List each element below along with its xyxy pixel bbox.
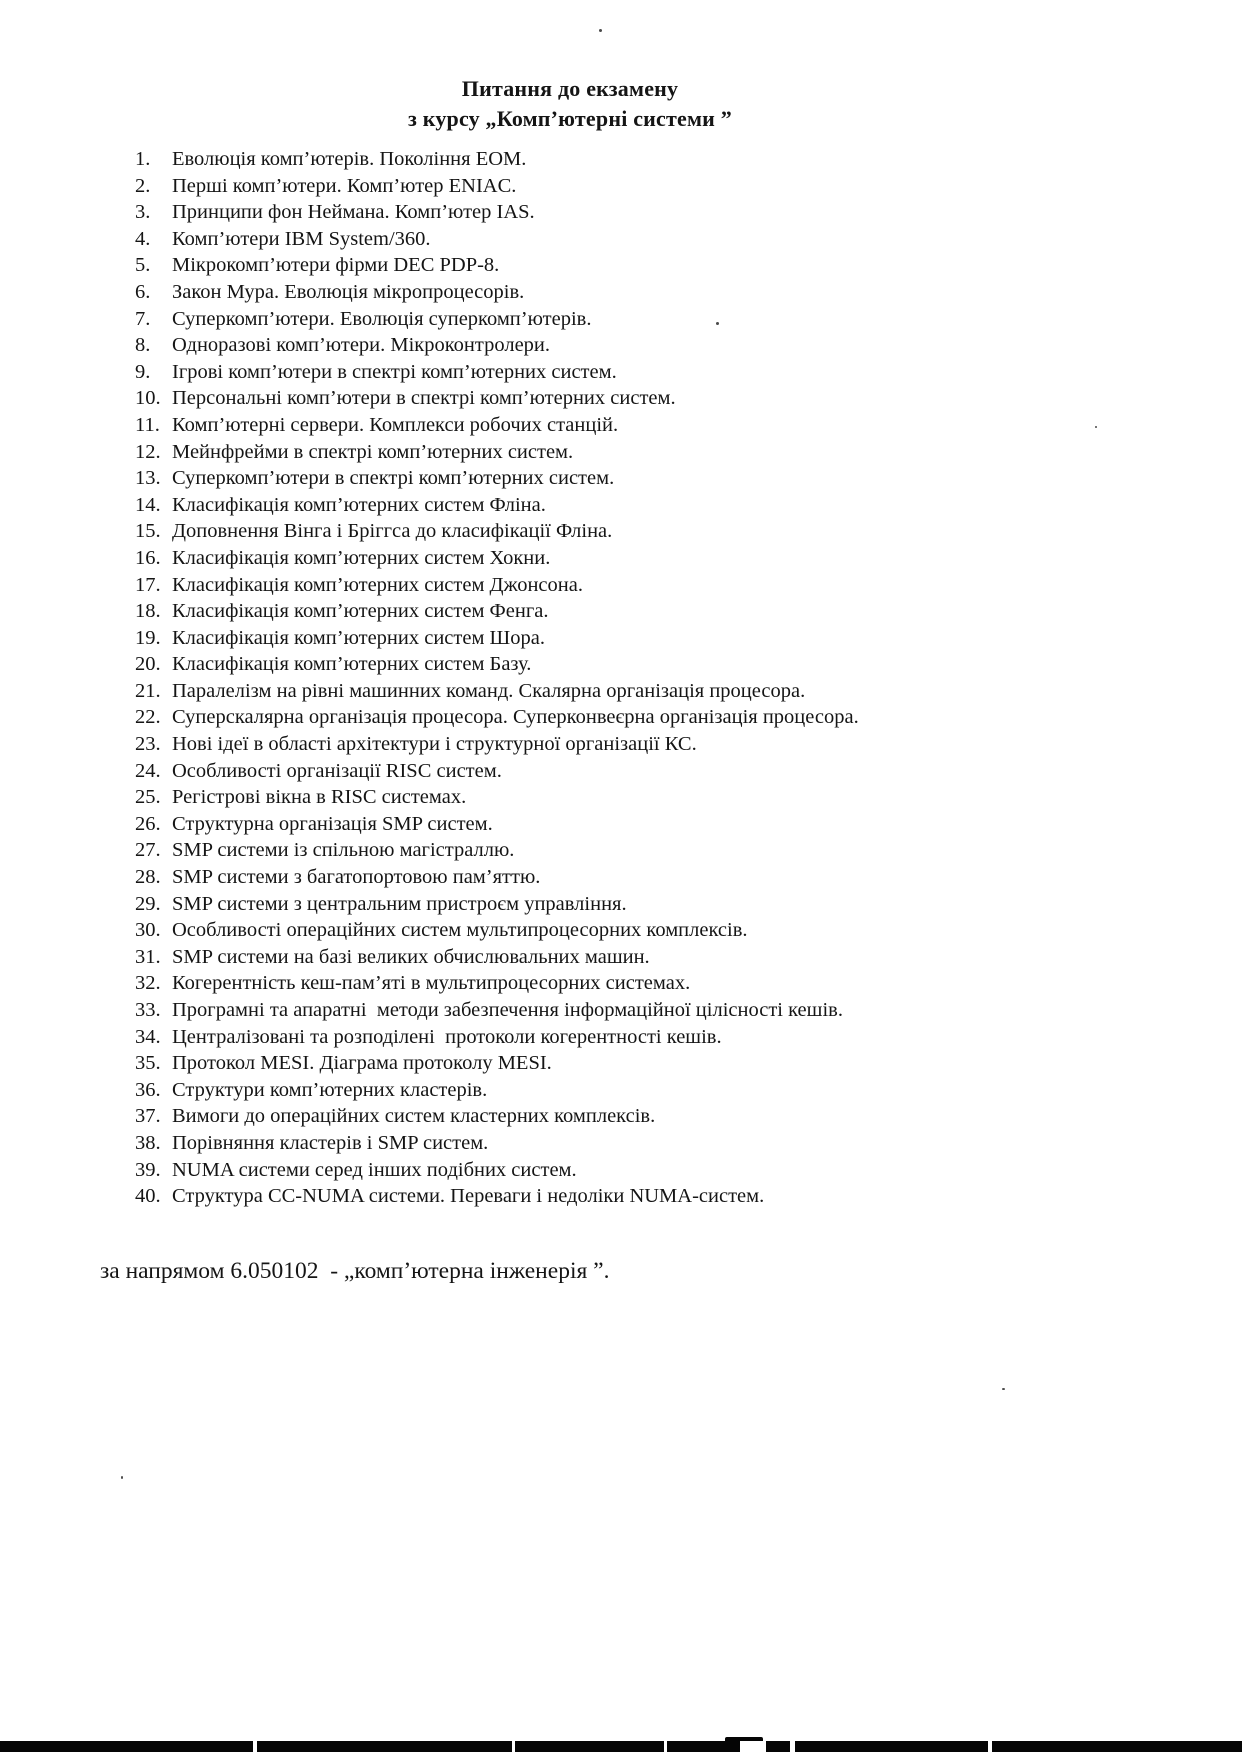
question-text: Особливості організації RISC систем.	[172, 759, 502, 782]
question-text: Паралелізм на рівні машинних команд. Скалярна організація процесора.	[172, 679, 806, 702]
question-number: 22.	[135, 706, 161, 729]
question-text: Особливості операційних систем мультипроцесорних комплексів.	[172, 919, 748, 942]
scan-speck	[121, 1476, 123, 1479]
question-row	[135, 893, 1175, 920]
question-text: Еволюція комп’ютерів. Покоління ЕОМ.	[172, 148, 527, 170]
question-number: 25.	[135, 786, 161, 809]
question-row	[135, 733, 1175, 760]
question-number: 9.	[135, 360, 151, 383]
question-row	[135, 1026, 1175, 1053]
question-number: 27.	[135, 839, 161, 862]
question-text: Перші комп’ютери. Комп’ютер ENIAC.	[172, 174, 517, 197]
question-text: Принципи фон Неймана. Комп’ютер IAS.	[172, 201, 535, 224]
question-row	[135, 520, 1175, 547]
document-header	[60, 74, 1080, 134]
question-text: Нові ідеї в області архітектури і структурної організації КС.	[172, 733, 697, 756]
question-number: 10.	[135, 387, 161, 410]
question-number: 32.	[135, 972, 161, 995]
question-number: 24.	[135, 759, 161, 782]
question-text: SMP системи із спільною магістраллю.	[172, 839, 515, 862]
question-row	[135, 1105, 1175, 1132]
question-row	[135, 414, 1175, 441]
question-row	[135, 387, 1175, 414]
question-row	[135, 467, 1175, 494]
question-number: 18.	[135, 600, 161, 623]
question-text: Суперкомп’ютери. Еволюція суперкомп’ютерів.	[172, 307, 592, 330]
question-row	[135, 281, 1175, 308]
page-title-line-1: Питання до екзамену	[461, 76, 679, 101]
question-row	[135, 760, 1175, 787]
question-row	[135, 1159, 1175, 1186]
question-text: Класифікація комп’ютерних систем Фліна.	[172, 493, 546, 516]
question-text: Класифікація комп’ютерних систем Хокни.	[172, 546, 551, 569]
question-row	[135, 653, 1175, 680]
question-text: SMP системи на базі великих обчислювальних машин.	[172, 945, 650, 968]
question-number: 8.	[135, 334, 151, 357]
question-text: Доповнення Вінга і Бріггса до класифікації Фліна.	[172, 520, 613, 543]
question-text: Протокол MESI. Діаграма протоколу MESI.	[172, 1052, 552, 1075]
question-text: Комп’ютери IBM System/360.	[172, 227, 431, 250]
question-number: 21.	[135, 679, 161, 702]
question-row	[135, 600, 1175, 627]
scan-speck	[716, 322, 719, 325]
question-number: 31.	[135, 945, 161, 968]
question-row	[135, 254, 1175, 281]
question-row	[135, 1132, 1175, 1159]
question-number: 35.	[135, 1052, 161, 1075]
question-text: Класифікація комп’ютерних систем Джонсона.	[172, 573, 583, 596]
scan-edge-bar	[0, 1741, 1242, 1752]
question-text: Класифікація комп’ютерних систем Базу.	[172, 653, 532, 676]
question-number: 38.	[135, 1131, 161, 1154]
question-text: Закон Мура. Еволюція мікропроцесорів.	[172, 280, 525, 303]
question-number: 3.	[135, 201, 151, 224]
question-row	[135, 228, 1175, 255]
question-text: Структурна організація SMP систем.	[172, 812, 493, 835]
question-row	[135, 201, 1175, 228]
question-number: 36.	[135, 1078, 161, 1101]
question-number: 20.	[135, 653, 161, 676]
question-text: Комп’ютерні сервери. Комплекси робочих станцій.	[172, 413, 619, 436]
question-number: 13.	[135, 467, 161, 490]
scan-speck	[1095, 426, 1097, 428]
question-number: 19.	[135, 626, 161, 649]
question-row	[135, 1079, 1175, 1106]
question-row	[135, 919, 1175, 946]
question-text: SMP системи з центральним пристроєм управління.	[172, 892, 627, 915]
question-row	[135, 946, 1175, 973]
question-number: 1.	[135, 148, 151, 170]
question-row	[135, 866, 1175, 893]
question-text: Класифікація комп’ютерних систем Шора.	[172, 626, 545, 649]
question-text: Ігрові комп’ютери в спектрі комп’ютерних систем.	[172, 360, 617, 383]
question-number: 12.	[135, 440, 161, 463]
question-row	[135, 361, 1175, 388]
question-number: 11.	[135, 413, 160, 436]
question-number: 17.	[135, 573, 161, 596]
question-row	[135, 706, 1175, 733]
question-row	[135, 999, 1175, 1026]
question-text: Регістрові вікна в RISC системах.	[172, 786, 467, 809]
question-number: 33.	[135, 999, 161, 1021]
question-number: 39.	[135, 1158, 161, 1181]
question-row	[135, 1185, 1175, 1212]
question-text: Одноразові комп’ютери. Мікроконтролери.	[172, 334, 551, 357]
scan-speck	[1002, 1388, 1005, 1390]
question-text: Вимоги до операційних систем кластерних комплексів.	[172, 1105, 656, 1128]
question-text: Мікрокомп’ютери фірми DEC PDP-8.	[172, 254, 500, 277]
question-row	[135, 680, 1175, 707]
question-row	[135, 494, 1175, 521]
question-row	[135, 175, 1175, 202]
page-title-line-2: з курсу „Комп’ютерні системи ”	[408, 106, 732, 131]
question-number: 14.	[135, 493, 161, 516]
question-text: Персональні комп’ютери в спектрі комп’ютерних систем.	[172, 387, 676, 410]
question-text: Класифікація комп’ютерних систем Фенга.	[172, 600, 549, 623]
question-number: 28.	[135, 866, 161, 889]
question-row	[135, 547, 1175, 574]
question-row	[135, 441, 1175, 468]
question-number: 15.	[135, 520, 161, 543]
question-number: 30.	[135, 919, 161, 942]
question-number: 6.	[135, 280, 151, 303]
question-row	[135, 972, 1175, 999]
question-number: 34.	[135, 1025, 161, 1048]
question-number: 7.	[135, 307, 151, 330]
question-row	[135, 1052, 1175, 1079]
question-text: Порівняння кластерів і SMP систем.	[172, 1131, 489, 1154]
question-text: SMP системи з багатопортовою пам’яттю.	[172, 866, 541, 889]
question-number: 29.	[135, 892, 161, 915]
question-number: 40.	[135, 1185, 161, 1208]
question-row	[135, 839, 1175, 866]
question-number: 5.	[135, 254, 151, 277]
question-row	[135, 308, 1175, 335]
question-text: Централізовані та розподілені протоколи когерентності кешів.	[172, 1025, 722, 1048]
question-number: 23.	[135, 733, 161, 756]
question-row	[135, 813, 1175, 840]
question-text: Структура CC-NUMA системи. Переваги і недоліки NUMA-систем.	[172, 1185, 765, 1208]
question-row	[135, 574, 1175, 601]
question-row	[135, 786, 1175, 813]
question-text: NUMA системи серед інших подібних систем.	[172, 1158, 577, 1181]
question-text: Когерентність кеш-пам’яті в мультипроцесорних системах.	[172, 972, 691, 995]
question-number: 16.	[135, 546, 161, 569]
question-text: Структури комп’ютерних кластерів.	[172, 1078, 488, 1101]
question-number: 26.	[135, 812, 161, 835]
question-number: 2.	[135, 174, 151, 197]
question-number: 37.	[135, 1105, 161, 1128]
question-number: 4.	[135, 227, 151, 250]
question-text: Мейнфрейми в спектрі комп’ютерних систем.	[172, 440, 574, 463]
question-text: Програмні та апаратні методи забезпечення інформаційної цілісності кешів.	[172, 999, 843, 1021]
question-row	[135, 627, 1175, 654]
question-list	[135, 148, 1175, 1212]
question-row	[135, 334, 1175, 361]
question-text: Суперкомп’ютери в спектрі комп’ютерних систем.	[172, 467, 615, 490]
question-row	[135, 148, 1175, 175]
scan-speck	[599, 29, 602, 32]
question-text: Суперскалярна організація процесора. Суперконвеєрна організація процесора.	[172, 706, 859, 729]
footer-direction-line: за напрямом 6.050102 - „комп’ютерна інженерія ”.	[100, 1258, 610, 1284]
